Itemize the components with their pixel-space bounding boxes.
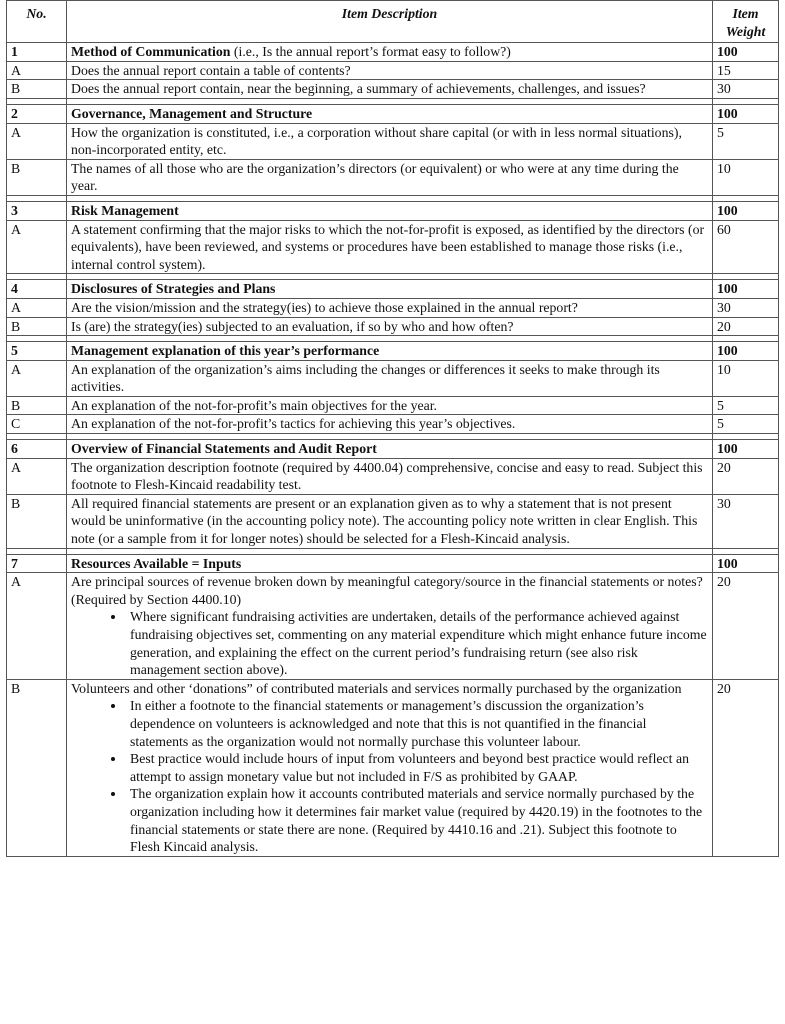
document-page [6,0,779,857]
item-letter: B [7,679,67,856]
item-letter: B [7,159,67,195]
section-title: Disclosures of Strategies and Plans [71,281,276,297]
section-number: 5 [7,342,67,361]
section-weight: 100 [713,43,779,62]
table-header-row [7,1,779,43]
item-letter: A [7,360,67,396]
header-description: Item Description [67,1,713,43]
item-row [7,80,779,99]
section-row [7,104,779,123]
item-weight: 20 [713,679,779,856]
item-letter: A [7,298,67,317]
item-description-cell [67,458,713,494]
item-description: An explanation of the organization’s aims including the changes or differences it seeks to make through its activities. [71,361,660,395]
item-letter: B [7,317,67,336]
item-description: Does the annual report contain a table of contents? [71,62,351,78]
item-description-cell [67,317,713,336]
item-description-cell [67,220,713,274]
section-weight: 100 [713,201,779,220]
bullet-item: • The organization explain how it accounts contributed materials and service normally purchased by the organization including how it determines fair market value (required by 4420.19) in the footnotes to the financial statements or state there are none. (Required by 4410.16 and .21). Subject this footnote to Flesh Kincaid analysis. [126,785,708,855]
section-weight: 100 [713,104,779,123]
item-row [7,298,779,317]
item-description: Are principal sources of revenue broken down by meaningful category/source in the financial statements or notes? (Required by Section 4400.10) [71,574,703,607]
section-number: 6 [7,440,67,459]
section-weight: 100 [713,280,779,299]
section-title-cell [67,342,713,361]
item-weight: 20 [713,458,779,494]
bullet-item: • Best practice would include hours of input from volunteers and beyond best practice would reflect an attempt to assign monetary value but not included in F/S as prohibited by GAAP. [126,750,708,785]
item-weight: 60 [713,220,779,274]
section-row [7,554,779,573]
section-number: 7 [7,554,67,573]
item-row [7,415,779,434]
item-weight: 5 [713,123,779,159]
item-letter: C [7,415,67,434]
item-weight: 20 [713,573,779,680]
item-weight: 30 [713,80,779,99]
item-weight: 30 [713,298,779,317]
item-weight: 10 [713,159,779,195]
item-row [7,317,779,336]
header-weight-line2: Weight [725,23,766,39]
item-description: The names of all those who are the organization’s directors (or equivalent) or who were at any time during the year. [71,160,679,194]
item-row [7,159,779,195]
item-letter: A [7,61,67,80]
item-description: The organization description footnote (required by 4400.04) comprehensive, concise and easy to read. Subject this footnote to Flesh-Kincaid readability test. [71,459,703,493]
section-title: Governance, Management and Structure [71,105,313,121]
header-weight-line1: Item [732,6,759,21]
item-description-cell [67,80,713,99]
item-row [7,360,779,396]
section-title-cell [67,280,713,299]
item-description: Volunteers and other ‘donations” of contributed materials and services normally purchased by the organization [71,680,682,696]
section-row [7,201,779,220]
item-weight: 5 [713,415,779,434]
item-description-cell [67,396,713,415]
item-description: Are the vision/mission and the strategy(ies) to achieve those explained in the annual report? [71,299,578,315]
section-title-note: (i.e., Is the annual report’s format easy to follow?) [230,44,511,60]
section-row [7,342,779,361]
item-description-cell [67,573,713,680]
item-description-cell [67,415,713,434]
item-description: All required financial statements are present or an explanation given as to why a statement that is not present would be uninformative (in the accounting policy note). The accounting policy note written in clear English. This note (or a sample from it for longer notes) should be selected for a Flesh-Kincaid analysis. [71,495,698,547]
bullet-item: • Where significant fundraising activities are undertaken, details of the performance achieved against fundraising objectives set, commenting on any material expenditure which might enhance future income generation, and explaining the effect on the current period’s fundraising return (see also risk management section above). [126,608,708,678]
section-number: 2 [7,104,67,123]
item-description-cell [67,159,713,195]
item-description-cell [67,679,713,856]
item-description: Does the annual report contain, near the beginning, a summary of achievements, challenges, and issues? [71,81,646,97]
header-no: No. [7,1,67,43]
item-description-cell [67,61,713,80]
item-letter: A [7,123,67,159]
section-weight: 100 [713,440,779,459]
item-letter: B [7,80,67,99]
item-description-cell [67,123,713,159]
item-description: An explanation of the not-for-profit’s main objectives for the year. [71,397,437,413]
section-title-cell [67,554,713,573]
bullet-list [71,608,708,678]
section-title-cell [67,440,713,459]
item-description-cell [67,494,713,548]
item-description: Is (are) the strategy(ies) subjected to an evaluation, if so by who and how often? [71,318,514,334]
item-letter: A [7,458,67,494]
section-row [7,440,779,459]
header-weight [713,1,779,43]
item-row [7,396,779,415]
section-row [7,280,779,299]
table-body [7,43,779,857]
item-row [7,123,779,159]
item-letter: B [7,494,67,548]
item-description-cell [67,360,713,396]
section-title: Method of Communication [71,44,231,60]
item-row [7,573,779,680]
item-row [7,679,779,856]
item-letter: A [7,573,67,680]
section-row [7,43,779,62]
item-row [7,494,779,548]
rating-table [6,0,779,857]
section-title: Resources Available = Inputs [71,555,242,571]
section-number: 4 [7,280,67,299]
section-weight: 100 [713,342,779,361]
section-title: Management explanation of this year’s performance [71,343,380,359]
bullet-item: • In either a footnote to the financial statements or management’s discussion the organization’s dependence on volunteers is acknowledged and note that this is not quantified in the financial statements as the organization would not normally purchase this volunteer labour. [126,697,708,750]
item-description: A statement confirming that the major risks to which the not-for-profit is exposed, as identified by the directors (or equivalents), have been reviewed, and systems or procedures have been established to manage those risks (i.e., internal control system). [71,221,705,272]
item-description: How the organization is constituted, i.e., a corporation without share capital (or with in less normal situations), non-incorporated entity, etc. [71,124,682,158]
section-title-cell [67,104,713,123]
item-weight: 5 [713,396,779,415]
item-row [7,220,779,274]
item-weight: 10 [713,360,779,396]
item-letter: B [7,396,67,415]
item-weight: 30 [713,494,779,548]
section-number: 3 [7,201,67,220]
section-title: Overview of Financial Statements and Audit Report [71,441,377,457]
item-weight: 20 [713,317,779,336]
section-title: Risk Management [71,202,179,218]
section-title-cell [67,43,713,62]
section-number: 1 [7,43,67,62]
item-description: An explanation of the not-for-profit’s tactics for achieving this year’s objectives. [71,416,516,432]
item-row [7,458,779,494]
bullet-list [71,697,708,855]
section-title-cell [67,201,713,220]
section-weight: 100 [713,554,779,573]
item-row [7,61,779,80]
item-letter: A [7,220,67,274]
item-description-cell [67,298,713,317]
item-weight: 15 [713,61,779,80]
